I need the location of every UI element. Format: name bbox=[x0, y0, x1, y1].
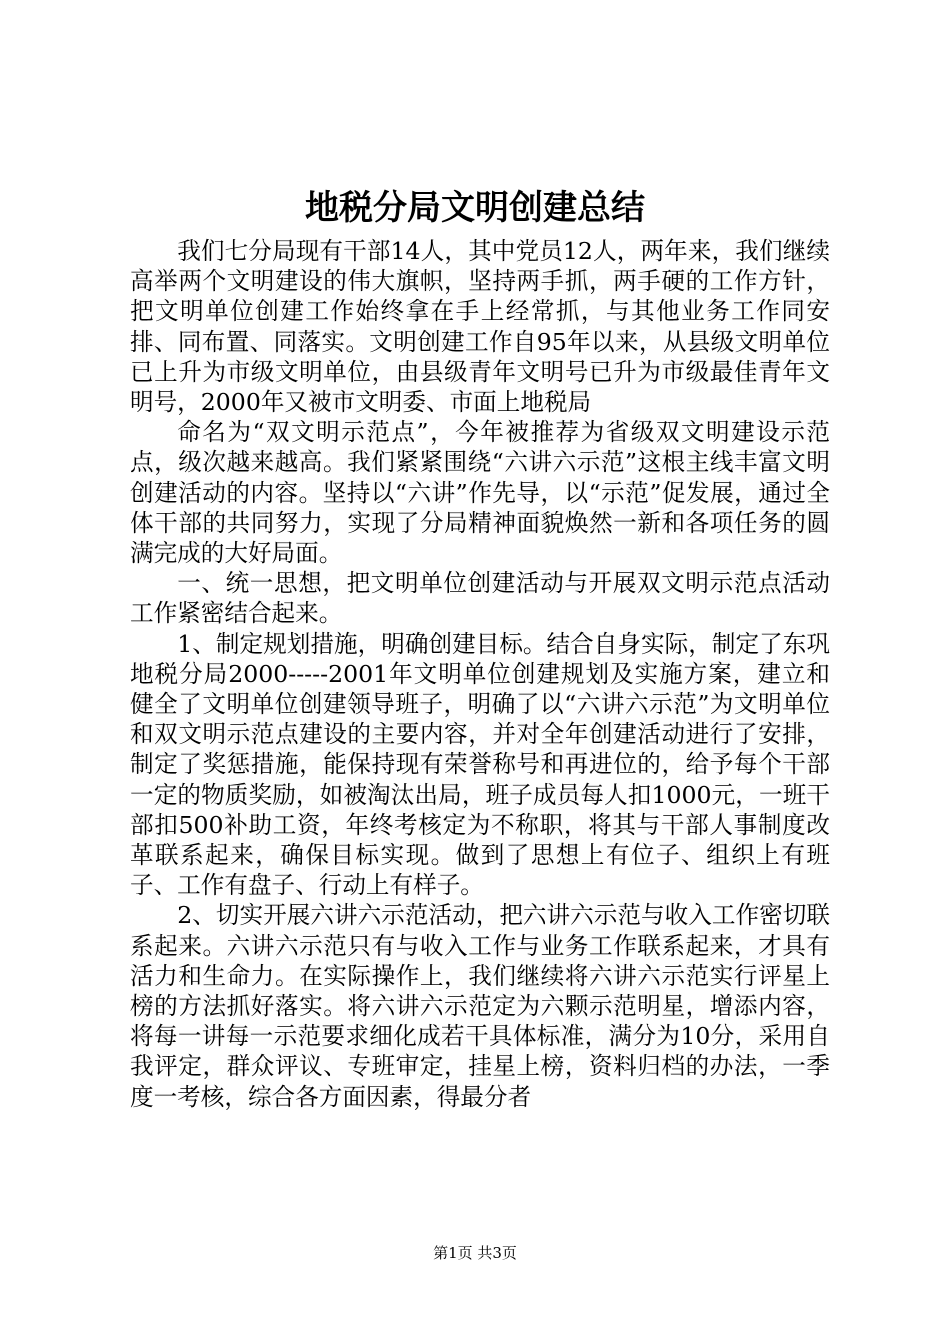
paragraph: 2、切实开展六讲六示范活动，把六讲六示范与收入工作密切联系起来。六讲六示范只有与收入工作与业务工作联系起来，才具有活力和生命力。在实际操作上，我们继续将六讲六示范实行评星上榜的方法抓好落实。将六讲六示范定为六颗示范明星，增添内容，将每一讲每一示范要求细化成若干具体标准，满分为10分，采用自我评定，群众评议、专班审定，挂星上榜，资料归档的办法，一季度一考核，综合各方面因素，得最分者 bbox=[130, 901, 830, 1111]
paragraph: 我们七分局现有干部14人，其中党员12人，两年来，我们继续高举两个文明建设的伟大旗帜，坚持两手抓，两手硬的工作方针，把文明单位创建工作始终拿在手上经常抓，与其他业务工作同安排、同布置、同落实。文明创建工作自95年以来，从县级文明单位已上升为市级文明单位，由县级青年文明号已升为市级最佳青年文明号，2000年又被市文明委、市面上地税局 bbox=[130, 237, 830, 417]
paragraph: 1、制定规划措施，明确创建目标。结合自身实际，制定了东巩地税分局2000-----2001年文明单位创建规划及实施方案，建立和健全了文明单位创建领导班子，明确了以“六讲六示范”为文明单位和双文明示范点建设的主要内容，并对全年创建活动进行了安排，制定了奖惩措施，能保持现有荣誉称号和再进位的，给予每个干部一定的物质奖励，如被淘汰出局，班子成员每人扣1000元，一班干部扣500补助工资，年终考核定为不称职，将其与干部人事制度改革联系起来，确保目标实现。做到了思想上有位子、组织上有班子、工作有盘子、行动上有样子。 bbox=[130, 629, 830, 900]
page-title: 地税分局文明创建总结 bbox=[305, 188, 645, 228]
page-number-footer: 第1页 共3页 bbox=[433, 1244, 517, 1262]
document-body bbox=[130, 236, 830, 1112]
paragraph: 命名为“双文明示范点”，今年被推荐为省级双文明建设示范点，级次越来越高。我们紧紧围绕“六讲六示范”这根主线丰富文明创建活动的内容。坚持以“六讲”作先导，以“示范”促发展，通过全体干部的共同努力，实现了分局精神面貌焕然一新和各项任务的圆满完成的大好局面。 bbox=[130, 418, 830, 568]
paragraph: 一、统一思想，把文明单位创建活动与开展双文明示范点活动工作紧密结合起来。 bbox=[130, 569, 830, 628]
